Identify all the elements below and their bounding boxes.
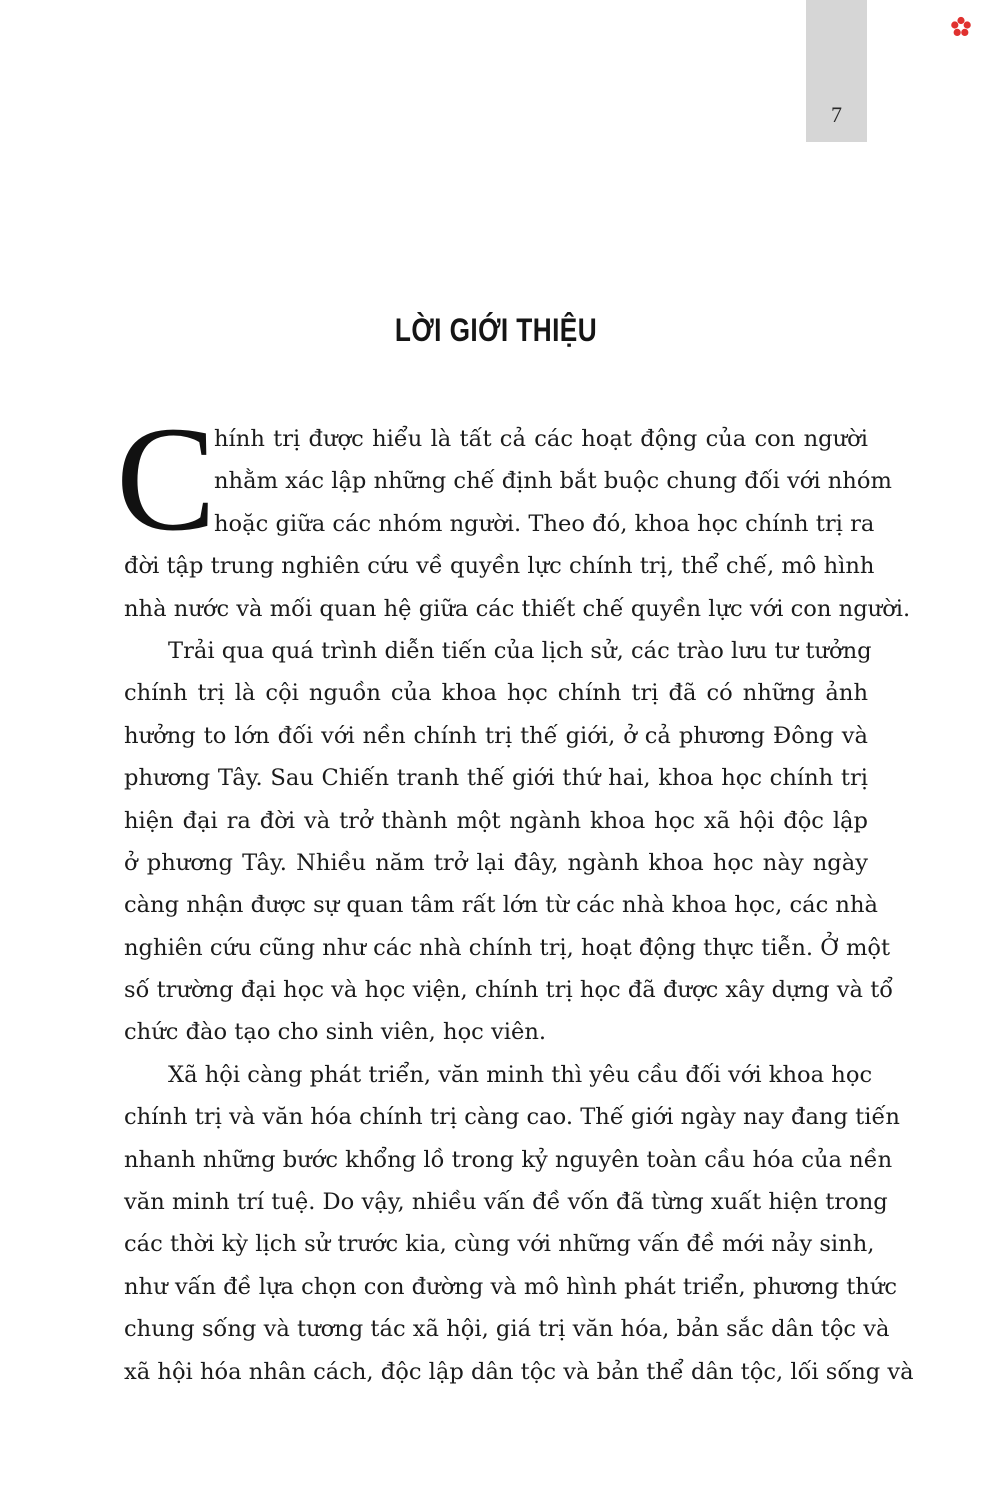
text-line: phương Tây. Sau Chiến tranh thế giới thứ hai, khoa học chính trị [124, 765, 868, 792]
text-line: nghiên cứu cũng như các nhà chính trị, hoạt động thực tiễn. Ở một [124, 934, 891, 961]
paragraph [124, 418, 911, 630]
text-line: nhằm xác lập những chế định bắt buộc chung đối với nhóm [214, 468, 892, 495]
text-line: như vấn đề lựa chọn con đường và mô hình phát triển, phương thức [124, 1273, 898, 1300]
text-line: Xã hội càng phát triển, văn minh thì yêu cầu đối với khoa học [168, 1061, 873, 1088]
text-line: ở phương Tây. Nhiều năm trở lại đây, ngành khoa học này ngày [124, 849, 868, 876]
text-line: đời tập trung nghiên cứu về quyền lực chính trị, thể chế, mô hình [124, 553, 875, 580]
text-line: hiện đại ra đời và trở thành một ngành khoa học xã hội độc lập [124, 807, 868, 834]
text-line: chính trị là cội nguồn của khoa học chính trị đã có những ảnh [124, 680, 868, 707]
text-line: chung sống và tương tác xã hội, giá trị văn hóa, bản sắc dân tộc và [124, 1316, 890, 1343]
text-line: số trường đại học và học viện, chính trị học đã được xây dựng và tổ [124, 977, 894, 1004]
text-line: càng nhận được sự quan tâm rất lớn từ các nhà khoa học, các nhà [124, 892, 878, 919]
text-line: hưởng to lớn đối với nền chính trị thế giới, ở cả phương Đông và [124, 722, 868, 749]
text-line: nhanh những bước khổng lồ trong kỷ nguyên toàn cầu hóa của nền [124, 1146, 893, 1173]
drop-cap: C [116, 396, 217, 562]
text-line: hính trị được hiểu là tất cả các hoạt động của con người [214, 426, 868, 452]
page-title: LỜI GIỚI THIỆU [394, 312, 598, 348]
paragraph [124, 1054, 914, 1393]
body-text [124, 418, 914, 1393]
page-number-tab [806, 0, 867, 142]
text-line: chức đào tạo cho sinh viên, học viên. [124, 1019, 547, 1046]
text-line: Trải qua quá trình diễn tiến của lịch sử, các trào lưu tư tưởng [168, 637, 872, 664]
text-line: nhà nước và mối quan hệ giữa các thiết chế quyền lực với con người. [124, 595, 911, 622]
text-line: chính trị và văn hóa chính trị càng cao. Thế giới ngày nay đang tiến [124, 1104, 900, 1131]
text-line: các thời kỳ lịch sử trước kia, cùng với những vấn đề mới nảy sinh, [124, 1231, 875, 1258]
text-line: xã hội hóa nhân cách, độc lập dân tộc và bản thể dân tộc, lối sống và [124, 1358, 914, 1385]
page-number: 7 [831, 102, 842, 127]
flower-logo-icon [950, 16, 972, 38]
text-line: hoặc giữa các nhóm người. Theo đó, khoa học chính trị ra [214, 510, 875, 537]
paragraph [124, 630, 894, 1054]
text-line: văn minh trí tuệ. Do vậy, nhiều vấn đề vốn đã từng xuất hiện trong [124, 1189, 888, 1216]
